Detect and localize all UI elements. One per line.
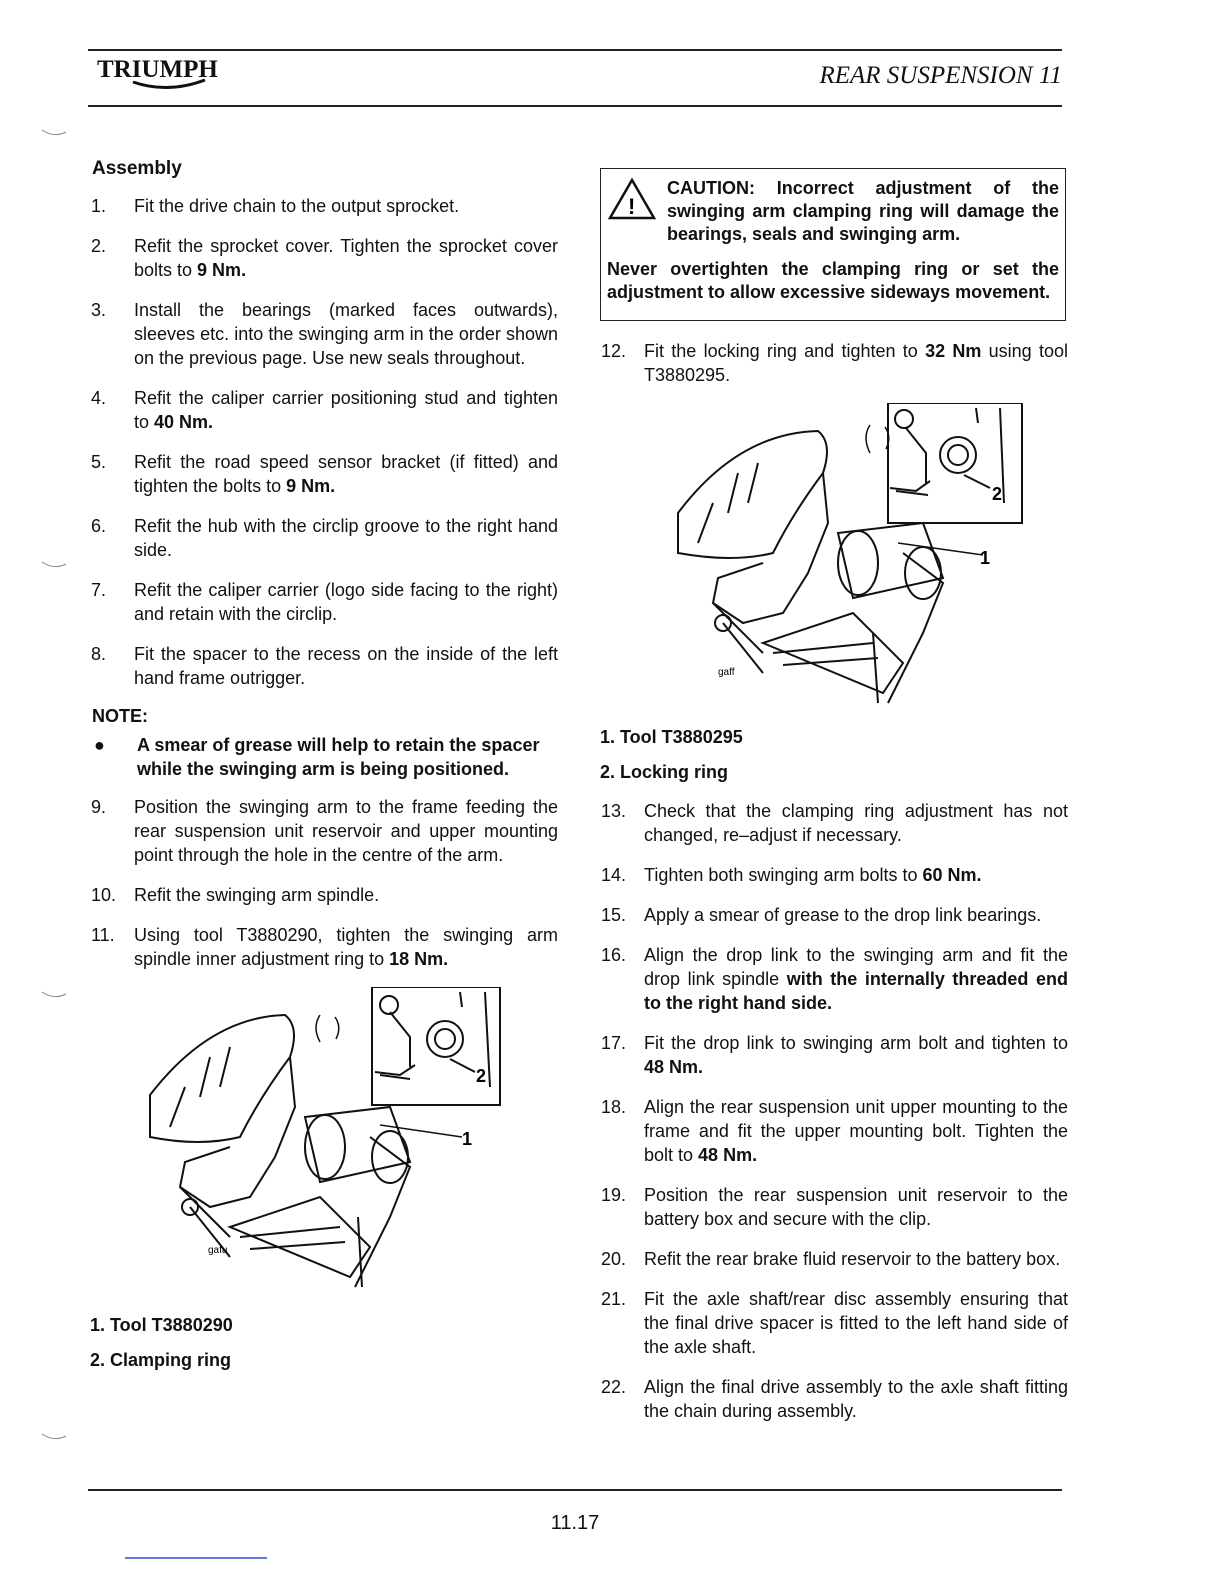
step-text [644,799,1068,847]
step-number: 2. [91,236,107,256]
step-text-plain: Check that the clamping ring adjustment has not changed, re–adjust if necessary. [644,801,1068,845]
step-item [90,514,558,562]
step-number: 22. [601,1377,627,1397]
caution-text-2: Never overtighten the clamping ring or set the adjustment to allow excessive sideways movement. [607,259,1059,302]
caption-tool: 1. Tool T3880295 [600,727,743,747]
step-text [134,923,558,971]
step-number: 9. [91,797,107,817]
step-text-plain: Install the bearings (marked faces outwards), sleeves etc. into the swinging arm in the order shown on the previous page. Use new seals throughout. [134,300,558,368]
svg-text:!: ! [628,194,636,219]
assembly-heading: Assembly [92,158,182,179]
step-text-plain: Refit the hub with the circlip groove to the right hand side. [134,516,558,560]
step-text-plain: Align the final drive assembly to the axle shaft fitting the chain during assembly. [644,1377,1068,1421]
step-text [644,943,1068,1015]
callout-2: 2 [476,1066,487,1086]
callout-1: 1 [462,1129,473,1149]
step-number: 11. [91,925,115,945]
step-item [600,1247,1068,1271]
step-text [134,795,558,867]
step-text-emphasis: with the internally threaded end to the right hand side. [644,969,1068,1013]
step-item [600,1095,1068,1167]
step-text [134,386,558,434]
step-text-emphasis: 40 Nm. [154,412,214,432]
step-number: 13. [601,801,627,821]
step-text-plain: Align the drop link to the swinging arm and fit the drop link spindle [644,945,1068,989]
step-item [90,578,558,626]
logo-text: TRIUMPH [97,56,218,83]
binder-mark [40,990,70,1002]
note-text: A smear of grease will help to retain the spacer while the swinging arm is being positioned. [137,735,540,779]
step-number: 17. [601,1033,627,1053]
step-text-plain: Refit the swinging arm spindle. [134,885,380,905]
right-column [600,168,1068,1439]
figure-code: gafu [208,1245,228,1256]
step-text [134,642,558,690]
steps-list [600,339,1068,387]
step-text-plain: Fit the spacer to the recess on the inside of the left hand frame outrigger. [134,644,558,688]
step-item [90,450,558,498]
step-number: 10. [91,885,117,905]
step-number: 3. [91,300,107,320]
step-text-plain: Refit the road speed sensor bracket (if fitted) and tighten the bolts to [134,452,558,496]
step-number: 16. [601,945,627,965]
step-item [600,943,1068,1015]
figure-tool-t3880295 [638,403,1068,713]
step-text-plain: Position the swinging arm to the frame feeding the rear suspension unit reservoir and upper mounting point through the hole in the centre of the arm. [134,797,558,865]
step-text-plain: Refit the caliper carrier positioning stud and tighten to [134,388,558,432]
caption-clamping-ring: 2. Clamping ring [90,1350,232,1370]
swinging-arm-illustration [90,987,510,1305]
step-text-plain: Fit the axle shaft/rear disc assembly ensuring that the final drive spacer is fitted to the left hand side of the axle shaft. [644,1289,1068,1357]
figure-tool-t3880290 [90,987,510,1305]
step-text [134,234,558,282]
step-item [90,923,558,971]
step-text [134,514,558,562]
step-text-plain: Fit the locking ring and tighten to [644,341,926,361]
step-number: 6. [91,516,107,536]
steps-list [90,194,558,690]
callout-2: 2 [992,484,1003,504]
note-bullet [90,733,558,781]
step-text [644,1247,1068,1271]
step-text-emphasis: 60 Nm. [922,865,982,885]
step-item [90,642,558,690]
caption-locking-ring: 2. Locking ring [600,762,729,782]
step-number: 21. [601,1289,627,1309]
bullet-dot-icon: ● [94,735,105,755]
footer-rule [88,1489,1062,1491]
step-number: 14. [601,865,627,885]
step-item [600,339,1068,387]
step-text [134,194,558,218]
step-item [600,903,1068,927]
step-text-emphasis: 32 Nm [925,341,982,361]
step-text [644,1183,1068,1231]
step-item [90,194,558,218]
page-number: 11.17 [550,1512,600,1534]
step-text-plain: Apply a smear of grease to the drop link bearings. [644,905,1042,925]
step-text-emphasis: 48 Nm. [698,1145,758,1165]
step-number: 12. [601,341,627,361]
step-text-plain: Using tool T3880290, tighten the swinging arm spindle inner adjustment ring to [134,925,558,969]
step-text-emphasis: 9 Nm. [197,260,247,280]
section-title: REAR SUSPENSION 11 [819,62,1062,89]
step-number: 4. [91,388,107,408]
step-item [90,234,558,282]
step-text-plain: Fit the drive chain to the output sprocket. [134,196,460,216]
step-item [600,1375,1068,1423]
step-item [90,883,558,907]
binder-mark [40,560,70,572]
left-column [90,158,558,1385]
step-text-plain: Tighten both swinging arm bolts to [644,865,923,885]
step-text [644,1375,1068,1423]
binder-mark [40,128,70,140]
step-number: 18. [601,1097,627,1117]
step-item [90,298,558,370]
step-number: 8. [91,644,107,664]
step-number: 5. [91,452,107,472]
step-text [644,1095,1068,1167]
scan-edge-mark [125,1557,267,1559]
steps-list [600,799,1068,1423]
figure-code: gaff [718,667,735,678]
step-text-plain: Refit the caliper carrier (logo side facing to the right) and retain with the circlip. [134,580,558,624]
step-text-plain: Fit the drop link to swinging arm bolt and tighten to [644,1033,1068,1053]
step-text [134,298,558,370]
step-number: 15. [601,905,627,925]
step-number: 20. [601,1249,627,1269]
step-text [134,578,558,626]
step-number: 1. [91,196,107,216]
step-text [134,883,558,907]
step-text-emphasis: 48 Nm. [644,1057,704,1077]
step-text-plain: Align the rear suspension unit upper mounting to the frame and fit the upper mounting bolt. Tighten the bolt to [644,1097,1068,1165]
step-item [600,1287,1068,1359]
binder-mark [40,1432,70,1444]
step-text-plain: Refit the sprocket cover. Tighten the sprocket cover bolts to [134,236,558,280]
caution-text: CAUTION: Incorrect adjustment of the swinging arm clamping ring will damage the bearings, seals and swinging arm. [667,178,1059,244]
step-item [600,863,1068,887]
step-text-emphasis: 9 Nm. [286,476,336,496]
step-text [644,1031,1068,1079]
step-text [644,1287,1068,1359]
note-heading: NOTE: [92,706,148,726]
header-top-rule [88,49,1062,51]
swinging-arm-illustration [638,403,1068,713]
step-text-emphasis: 18 Nm. [389,949,449,969]
step-number: 7. [91,580,107,600]
step-item [600,1183,1068,1231]
steps-list [90,795,558,971]
step-item [90,386,558,434]
step-text-after: using tool T3880295. [644,341,1068,385]
step-text-plain: Position the rear suspension unit reservoir to the battery box and secure with the clip. [644,1185,1068,1229]
step-text [644,903,1068,927]
step-text [644,339,1068,387]
step-number: 19. [601,1185,627,1205]
header-bottom-rule [88,105,1062,107]
step-item [90,795,558,867]
callout-1: 1 [980,548,991,568]
step-text [644,863,1068,887]
caution-box [600,168,1066,321]
step-item [600,1031,1068,1079]
step-text [134,450,558,498]
step-item [600,799,1068,847]
caption-tool: 1. Tool T3880290 [90,1315,233,1335]
step-text-plain: Refit the rear brake fluid reservoir to the battery box. [644,1249,1061,1269]
